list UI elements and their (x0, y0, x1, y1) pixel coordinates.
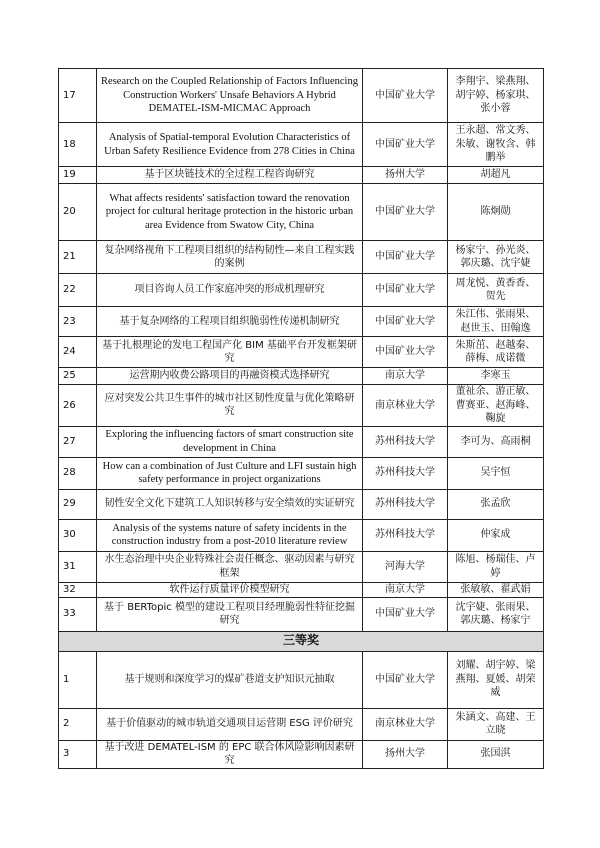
section-heading-row (59, 631, 544, 651)
university: 中国矿业大学 (363, 337, 448, 368)
table-row (59, 519, 544, 551)
university: 中国矿业大学 (363, 123, 448, 167)
award-rows-second-prize (59, 69, 544, 632)
row-number: 17 (59, 69, 97, 123)
university: 河海大学 (363, 551, 448, 582)
authors: 李可为、高雨桐 (448, 426, 544, 457)
authors: 李寒玉 (448, 368, 544, 385)
university: 南京大学 (363, 582, 448, 597)
award-rows-third-prize (59, 651, 544, 768)
project-title: 应对突发公共卫生事件的城市社区韧性度量与优化策略研究 (97, 385, 363, 427)
project-title: 项目咨询人员工作家庭冲突的形成机理研究 (97, 274, 363, 307)
university: 苏州科技大学 (363, 426, 448, 457)
authors: 仲家成 (448, 519, 544, 551)
authors: 陈炯勋 (448, 184, 544, 241)
row-number: 28 (59, 457, 97, 489)
authors: 周龙悦、黄香香、贺先 (448, 274, 544, 307)
university: 中国矿业大学 (363, 184, 448, 241)
row-number: 33 (59, 597, 97, 631)
project-title: Analysis of the systems nature of safety incidents in the construction industry from a post-2010 literature review (97, 519, 363, 551)
table-row (59, 337, 544, 368)
project-title: How can a combination of Just Culture and LFI sustain high safety performance in project organizations (97, 457, 363, 489)
university: 苏州科技大学 (363, 489, 448, 519)
row-number: 3 (59, 740, 97, 768)
project-title: 基于复杂网络的工程项目组织脆弱性传递机制研究 (97, 307, 363, 337)
authors: 朱江伟、张雨果、赵世玉、田翰逸 (448, 307, 544, 337)
table-row (59, 651, 544, 708)
university: 中国矿业大学 (363, 241, 448, 274)
table-row (59, 489, 544, 519)
table-row (59, 184, 544, 241)
project-title: 基于 BERTopic 模型的建设工程项目经理脆弱性特征挖掘研究 (97, 597, 363, 631)
authors: 李翔宇、梁燕翔、胡宇婷、杨家琪、张小蓉 (448, 69, 544, 123)
row-number: 24 (59, 337, 97, 368)
table-row (59, 597, 544, 631)
row-number: 1 (59, 651, 97, 708)
project-title: 基于规则和深度学习的煤矿巷道支护知识元抽取 (97, 651, 363, 708)
project-title: Exploring the influencing factors of smart construction site development in China (97, 426, 363, 457)
table-row (59, 457, 544, 489)
table-row (59, 69, 544, 123)
authors: 张国淇 (448, 740, 544, 768)
row-number: 29 (59, 489, 97, 519)
project-title: 基于区块链技术的全过程工程咨询研究 (97, 167, 363, 184)
project-title: 运营期内收费公路项目的再融资模式选择研究 (97, 368, 363, 385)
row-number: 22 (59, 274, 97, 307)
authors: 沈宇婕、张雨果、郭庆璐、杨家宁 (448, 597, 544, 631)
table-row (59, 167, 544, 184)
row-number: 25 (59, 368, 97, 385)
table-row (59, 708, 544, 740)
table-row (59, 307, 544, 337)
university: 中国矿业大学 (363, 651, 448, 708)
university: 南京林业大学 (363, 708, 448, 740)
project-title: Analysis of Spatial-temporal Evolution Characteristics of Urban Safety Resilience Evidence from 278 Cities in China (97, 123, 363, 167)
authors: 张孟欣 (448, 489, 544, 519)
row-number: 26 (59, 385, 97, 427)
table-row (59, 123, 544, 167)
university: 扬州大学 (363, 167, 448, 184)
university: 中国矿业大学 (363, 69, 448, 123)
table-row (59, 274, 544, 307)
row-number: 31 (59, 551, 97, 582)
project-title: 基于改进 DEMATEL-ISM 的 EPC 联合体风险影响因素研究 (97, 740, 363, 768)
row-number: 20 (59, 184, 97, 241)
university: 苏州科技大学 (363, 519, 448, 551)
authors: 杨家宁、孙光炎、郭庆璐、沈宇婕 (448, 241, 544, 274)
row-number: 32 (59, 582, 97, 597)
row-number: 23 (59, 307, 97, 337)
authors: 刘耀、胡宇婷、梁燕翔、夏媛、胡荣威 (448, 651, 544, 708)
table-row (59, 740, 544, 768)
table-row (59, 426, 544, 457)
authors: 吴宇恒 (448, 457, 544, 489)
authors: 朱斯茁、赵越秦、薛梅、成诺微 (448, 337, 544, 368)
university: 中国矿业大学 (363, 274, 448, 307)
awards-table (58, 68, 544, 769)
authors: 张敏敏、翟武娟 (448, 582, 544, 597)
authors: 董祉余、游正敏、曹赛亚、赵海峰、鞠旋 (448, 385, 544, 427)
project-title: 水生态治理中央企业特殊社会责任概念、驱动因素与研究框架 (97, 551, 363, 582)
row-number: 18 (59, 123, 97, 167)
row-number: 21 (59, 241, 97, 274)
table-row (59, 582, 544, 597)
section-third-prize (59, 631, 544, 651)
authors: 王永超、常文秀、朱敏、谢牧含、韩鹏举 (448, 123, 544, 167)
table-row (59, 368, 544, 385)
authors: 胡超凡 (448, 167, 544, 184)
university: 中国矿业大学 (363, 307, 448, 337)
university: 南京大学 (363, 368, 448, 385)
authors: 陈旭、杨瑞佳、卢婷 (448, 551, 544, 582)
project-title: 复杂网络视角下工程项目组织的结构韧性—来自工程实践的案例 (97, 241, 363, 274)
table-row (59, 385, 544, 427)
project-title: 软件运行质量评价模型研究 (97, 582, 363, 597)
section-heading: 三等奖 (59, 631, 544, 651)
project-title: What affects residents' satisfaction toward the renovation project for cultural heritage protection in the historic urban area Evidence from Swatow City, China (97, 184, 363, 241)
project-title: 基于扎根理论的发电工程国产化 BIM 基础平台开发框架研究 (97, 337, 363, 368)
authors: 朱涵文、高建、王立晓 (448, 708, 544, 740)
university: 南京林业大学 (363, 385, 448, 427)
project-title: 基于价值驱动的城市轨道交通项目运营期 ESG 评价研究 (97, 708, 363, 740)
university: 中国矿业大学 (363, 597, 448, 631)
project-title: Research on the Coupled Relationship of Factors Influencing Construction Workers' Unsafe Behaviors A Hybrid DEMATEL-ISM-MICMAC Approach (97, 69, 363, 123)
table-row (59, 551, 544, 582)
table-row (59, 241, 544, 274)
university: 扬州大学 (363, 740, 448, 768)
university: 苏州科技大学 (363, 457, 448, 489)
row-number: 19 (59, 167, 97, 184)
project-title: 韧性安全文化下建筑工人知识转移与安全绩效的实证研究 (97, 489, 363, 519)
row-number: 27 (59, 426, 97, 457)
row-number: 2 (59, 708, 97, 740)
row-number: 30 (59, 519, 97, 551)
